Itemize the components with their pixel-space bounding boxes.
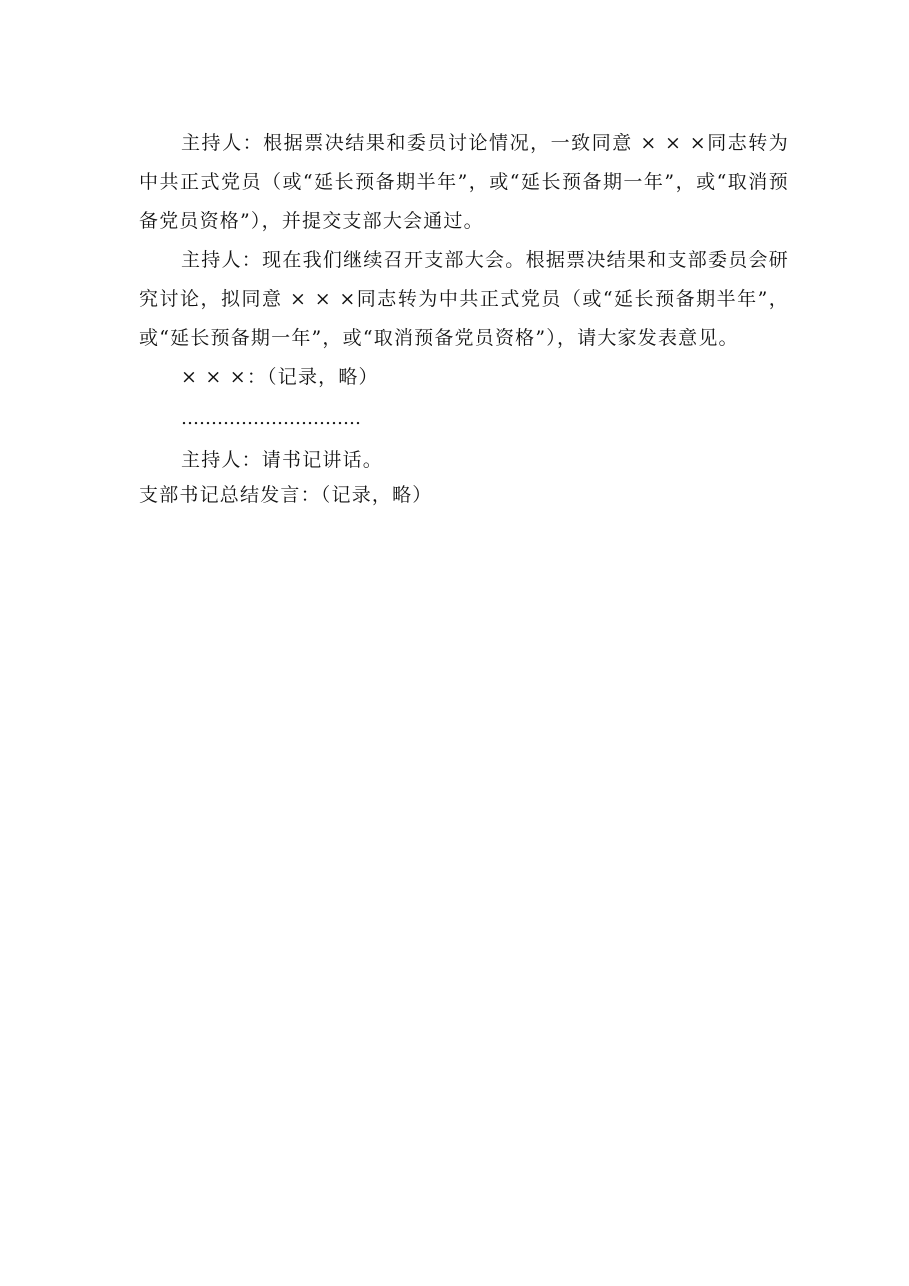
document-body: [139, 124, 789, 510]
paragraph-ellipsis: …………………………: [181, 408, 361, 429]
paragraph-secretary-summary: 支部书记总结发言：（记录，略）: [139, 484, 433, 506]
paragraph-host-invite-secretary: 主持人：请书记讲话。: [181, 449, 384, 471]
paragraph-member-speech: × × ×：（记录，略）: [181, 366, 379, 388]
paragraph-committee-decision: 主持人：根据票决结果和委员讨论情况，一致同意 × × ×同志转为中共正式党员（或“延长预备期半年”，或“延长预备期一年”，或“取消预备党员资格”），并提交支部大会通过。: [139, 132, 789, 232]
paragraph-branch-meeting: 主持人：现在我们继续召开支部大会。根据票决结果和支部委员会研究讨论，拟同意 × × ×同志转为中共正式党员（或“延长预备期半年”，或“延长预备期一年”，或“取消预备党员资格”），请大家发表意见。: [139, 249, 789, 349]
